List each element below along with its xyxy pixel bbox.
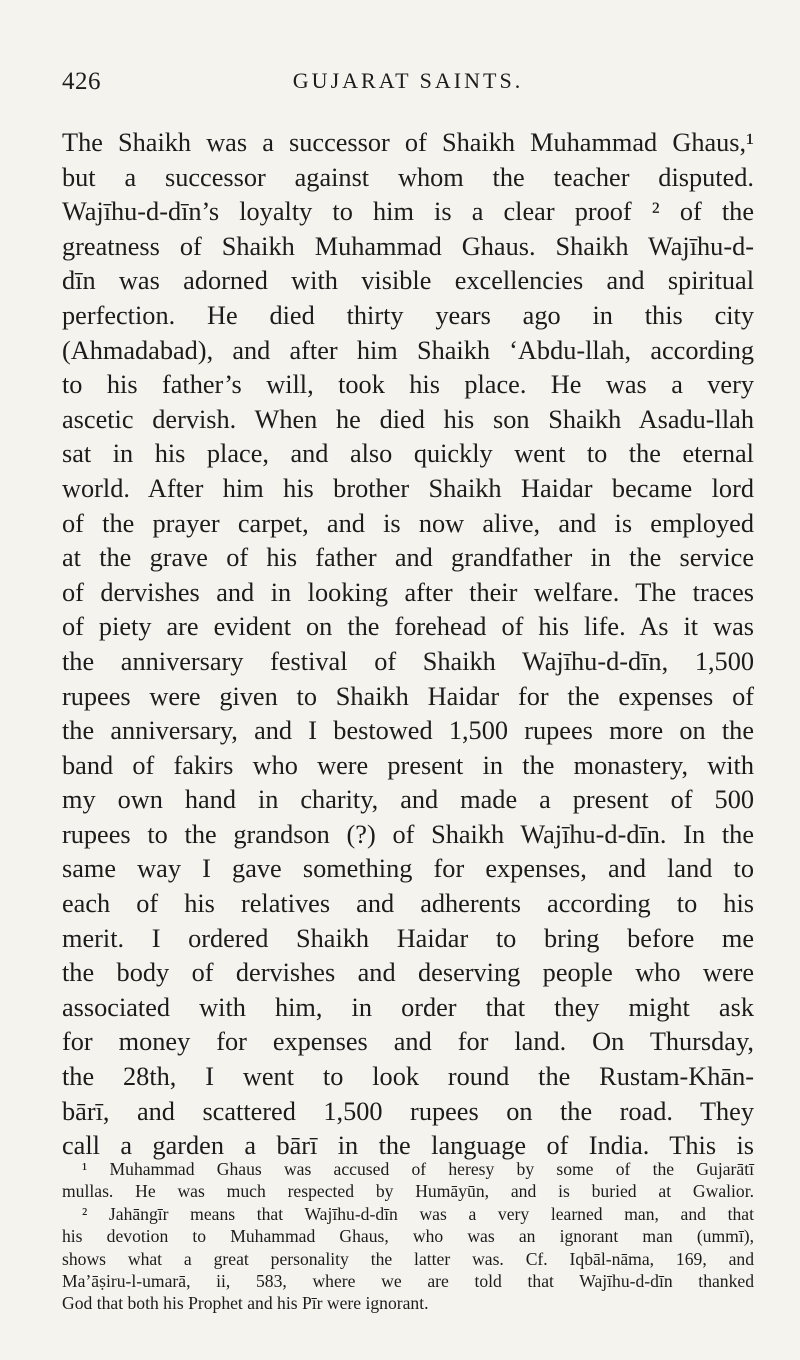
body-text	[62, 126, 754, 1164]
text-line-3: Wajīhu-d-dīn’s loyalty to him is a clear proof ² of the	[62, 197, 754, 227]
text-line-1: The Shaikh was a successor of Shaikh Muhammad Ghaus,¹	[62, 128, 754, 157]
running-head	[62, 68, 754, 104]
text-line-27: for money for expenses and for land. On Thursday,	[62, 1027, 754, 1057]
text-line-22: same way I gave something for expenses, and land to	[62, 854, 754, 884]
footnote-2-line-4: Ma’āṣiru-l-umarā, ii, 583, where we are told that Wajīhu-d-dīn thanked	[62, 1270, 754, 1291]
text-line-10: sat in his place, and also quickly went to the eternal	[62, 439, 754, 469]
text-line-2: but a successor against whom the teacher disputed.	[62, 162, 754, 192]
text-line-9: ascetic dervish. When he died his son Shaikh Asadu-llah	[62, 404, 754, 434]
footnote-2-line-5: God that both his Prophet and his Pīr were ignorant.	[62, 1293, 429, 1314]
page-number: 426	[62, 68, 101, 95]
text-line-5: dīn was adorned with visible excellencies and spiritual	[62, 266, 754, 296]
text-line-12: of the prayer carpet, and is now alive, and is employed	[62, 508, 754, 538]
text-line-11: world. After him his brother Shaikh Haidar became lord	[62, 473, 754, 503]
footnote-2-line-2: his devotion to Muhammad Ghaus, who was an ignorant man (ummī),	[62, 1226, 754, 1247]
text-line-21: rupees to the grandson (?) of Shaikh Wajīhu-d-dīn. In the	[62, 819, 754, 849]
text-line-26: associated with him, in order that they might ask	[62, 992, 754, 1022]
text-line-13: at the grave of his father and grandfather in the service	[62, 543, 754, 573]
text-line-16: the anniversary festival of Shaikh Wajīhu-d-dīn, 1,500	[62, 646, 754, 676]
text-line-25: the body of dervishes and deserving people who were	[62, 958, 754, 988]
running-title: GUJARAT SAINTS.	[292, 68, 524, 93]
text-line-7: (Ahmadabad), and after him Shaikh ‘Abdu-llah, according	[62, 335, 754, 365]
text-line-24: merit. I ordered Shaikh Haidar to bring before me	[62, 923, 754, 953]
text-line-28: the 28th, I went to look round the Rustam-Khān-	[62, 1062, 754, 1092]
text-line-23: each of his relatives and adherents according to his	[62, 889, 754, 919]
text-line-18: the anniversary, and I bestowed 1,500 rupees more on the	[62, 716, 754, 746]
text-line-30: call a garden a bārī in the language of India. This is	[62, 1131, 754, 1161]
text-line-15: of piety are evident on the forehead of his life. As it was	[62, 612, 754, 642]
text-line-17: rupees were given to Shaikh Haidar for the expenses of	[62, 681, 754, 711]
footnote-2-line-3: shows what a great personality the latter was. Cf. Iqbāl-nāma, 169, and	[62, 1248, 754, 1269]
footnote-2-line-1: ² Jahāngīr means that Wajīhu-d-dīn was a very learned man, and that	[82, 1203, 754, 1224]
footnotes	[62, 1158, 754, 1315]
footnote-1-line-2: mullas. He was much respected by Humāyūn, and is buried at Gwalior.	[62, 1181, 754, 1202]
text-line-8: to his father’s will, took his place. He was a very	[62, 370, 754, 400]
text-line-29: bārī, and scattered 1,500 rupees on the road. They	[62, 1096, 754, 1126]
text-line-19: band of fakirs who were present in the monastery, with	[62, 750, 754, 780]
text-line-6: perfection. He died thirty years ago in this city	[62, 300, 754, 330]
text-line-14: of dervishes and in looking after their welfare. The traces	[62, 577, 754, 607]
text-line-4: greatness of Shaikh Muhammad Ghaus. Shaikh Wajīhu-d-	[62, 231, 754, 261]
footnote-1-line-1: ¹ Muhammad Ghaus was accused of heresy by some of the Gujarātī	[82, 1159, 754, 1179]
text-line-20: my own hand in charity, and made a present of 500	[62, 785, 754, 815]
